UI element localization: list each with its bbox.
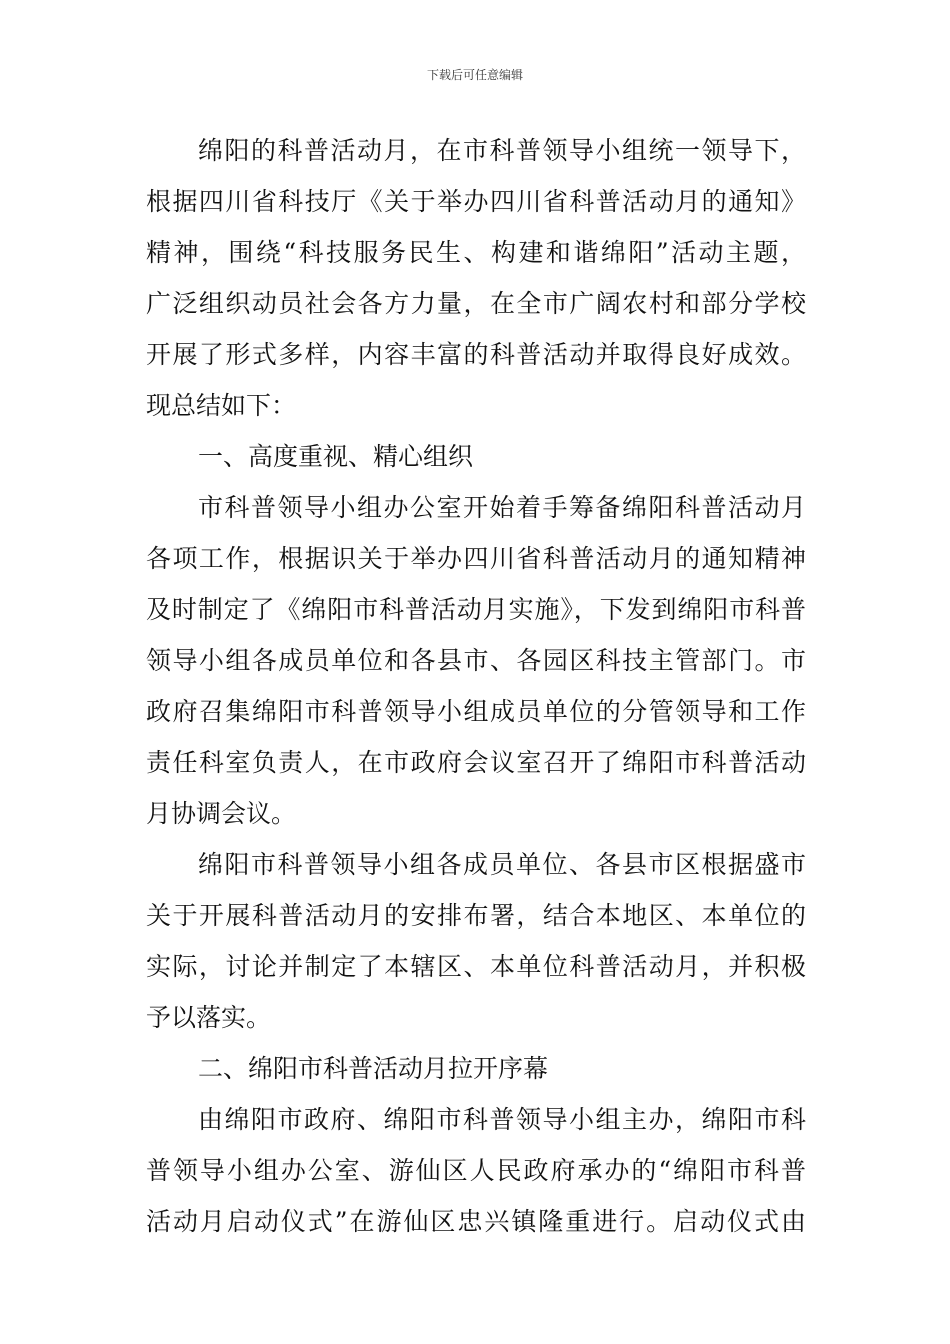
paragraph-line: 现总结如下： [146,391,297,420]
paragraph-line: 月协调会议。 [146,799,297,828]
paragraph-line: 政府召集绵阳市科普领导小组成员单位的分管领导和工作 [146,697,806,726]
paragraph-line: 精神，围绕“科技服务民生、构建和谐绵阳”活动主题， [146,238,806,267]
paragraph-line: 普领导小组办公室、游仙区人民政府承办的“绵阳市科普 [146,1156,806,1185]
paragraph-line: 根据四川省科技厅《关于举办四川省科普活动月的通知》 [146,187,806,216]
paragraph-line: 绵阳的科普活动月，在市科普领导小组统一领导下， [198,136,806,165]
paragraph-line: 关于开展科普活动月的安排布署，结合本地区、本单位的 [146,901,806,930]
paragraph-line: 责任科室负责人，在市政府会议室召开了绵阳市科普活动 [146,748,806,777]
document-body [146,125,806,1247]
paragraph-line: 领导小组各成员单位和各县市、各园区科技主管部门。市 [146,646,806,675]
paragraph-line: 开展了形式多样，内容丰富的科普活动并取得良好成效。 [146,340,806,369]
paragraph-line: 市科普领导小组办公室开始着手筹备绵阳科普活动月 [198,493,806,522]
paragraph-line: 活动月启动仪式”在游仙区忠兴镇隆重进行。启动仪式由 [146,1207,806,1236]
paragraph-line: 绵阳市科普领导小组各成员单位、各县市区根据盛市 [198,850,806,879]
paragraph-line: 由绵阳市政府、绵阳市科普领导小组主办，绵阳市科 [198,1105,806,1134]
paragraph-line: 广泛组织动员社会各方力量，在全市广阔农村和部分学校 [146,289,806,318]
page-header: 下载后可任意编辑 [426,68,523,82]
paragraph-line: 及时制定了《绵阳市科普活动月实施》，下发到绵阳市科普 [146,595,806,624]
paragraph-line: 予以落实。 [146,1003,272,1032]
paragraph-line: 实际，讨论并制定了本辖区、本单位科普活动月，并积极 [146,952,806,981]
paragraph-line: 各项工作，根据识关于举办四川省科普活动月的通知精神 [146,544,806,573]
section-heading: 二、绵阳市科普活动月拉开序幕 [198,1054,549,1083]
section-heading: 一、高度重视、精心组织 [198,442,474,471]
